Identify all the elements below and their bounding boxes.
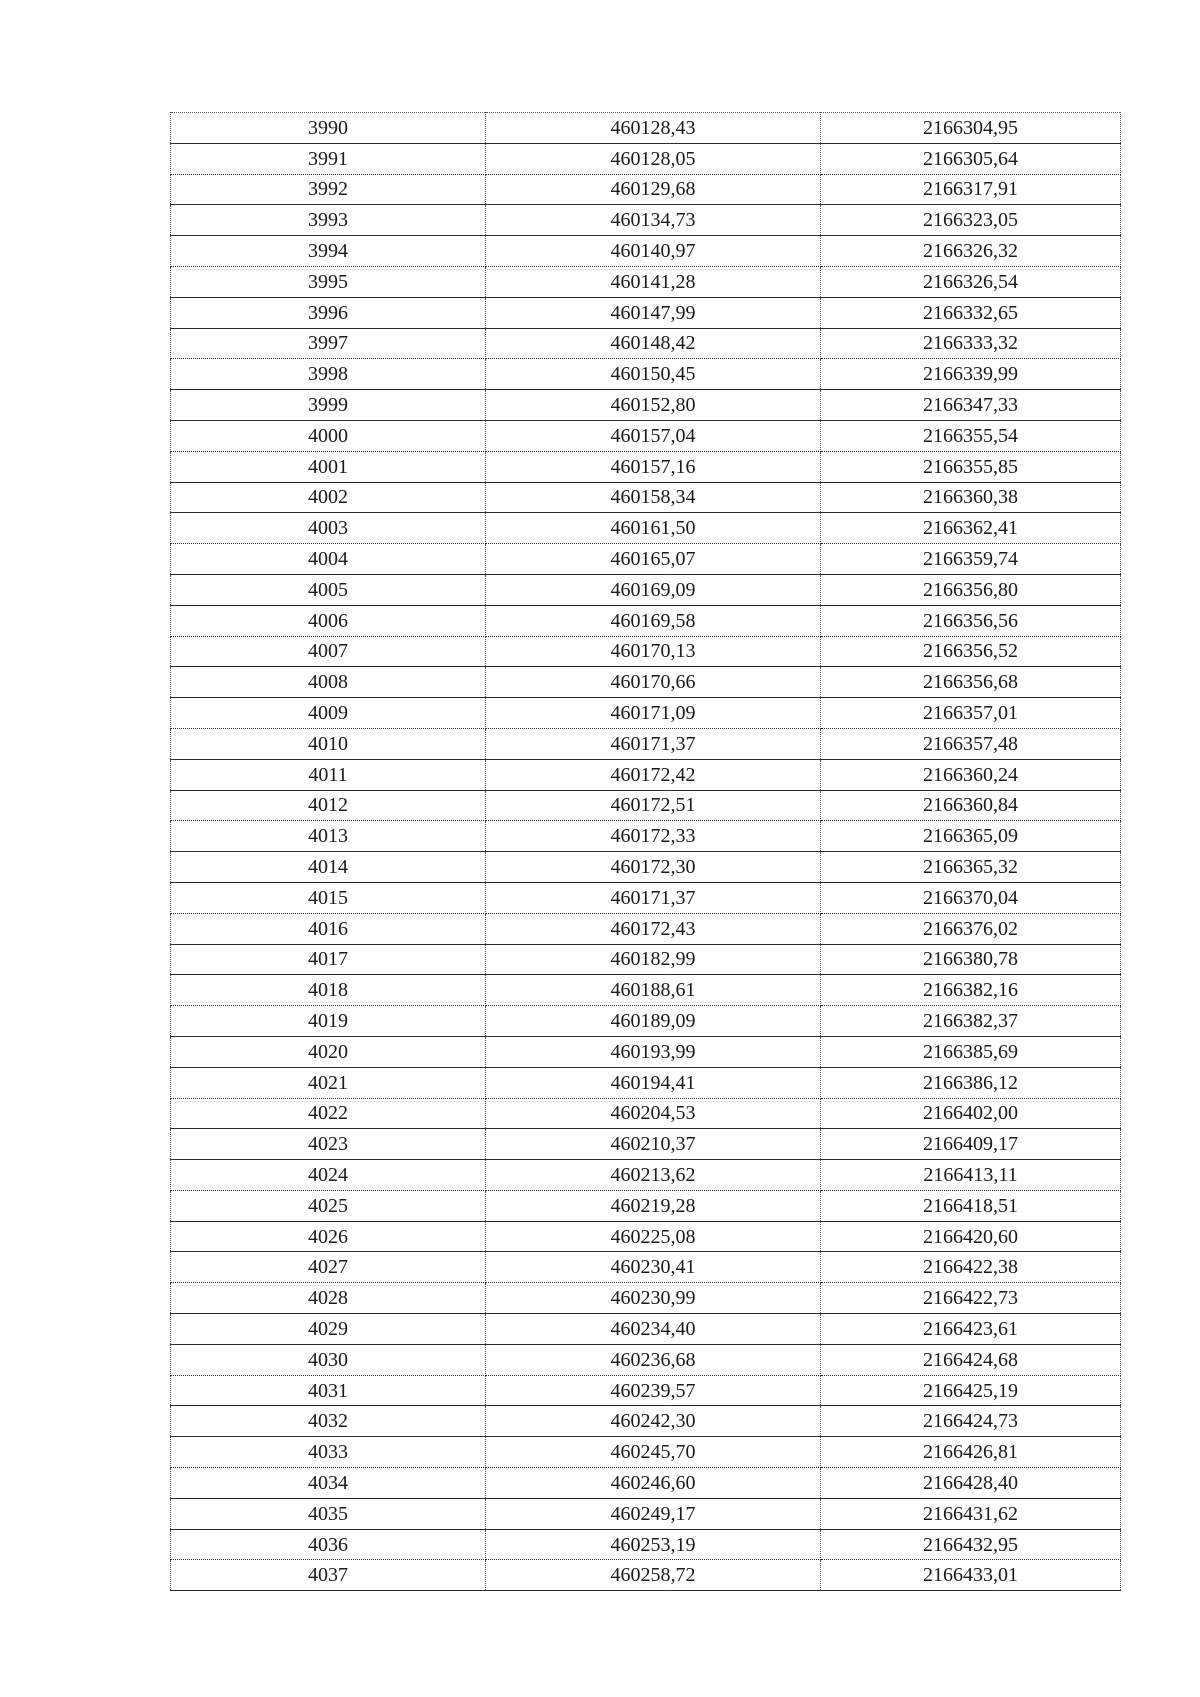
table-row bbox=[171, 1529, 1121, 1560]
y-coordinate-cell: 2166418,51 bbox=[821, 1190, 1121, 1221]
table-row bbox=[171, 328, 1121, 359]
point-number-cell: 4030 bbox=[171, 1344, 486, 1375]
y-coordinate-cell: 2166356,80 bbox=[821, 574, 1121, 605]
table-row bbox=[171, 420, 1121, 451]
y-coordinate-cell: 2166402,00 bbox=[821, 1098, 1121, 1129]
x-coordinate-cell: 460172,30 bbox=[486, 852, 821, 883]
table-row bbox=[171, 574, 1121, 605]
table-row bbox=[171, 451, 1121, 482]
point-number-cell: 4027 bbox=[171, 1252, 486, 1283]
table-row bbox=[171, 1221, 1121, 1252]
point-number-cell: 4013 bbox=[171, 821, 486, 852]
x-coordinate-cell: 460246,60 bbox=[486, 1468, 821, 1499]
point-number-cell: 4033 bbox=[171, 1437, 486, 1468]
x-coordinate-cell: 460245,70 bbox=[486, 1437, 821, 1468]
y-coordinate-cell: 2166359,74 bbox=[821, 544, 1121, 575]
x-coordinate-cell: 460161,50 bbox=[486, 513, 821, 544]
point-number-cell: 4025 bbox=[171, 1190, 486, 1221]
point-number-cell: 4029 bbox=[171, 1314, 486, 1345]
x-coordinate-cell: 460193,99 bbox=[486, 1036, 821, 1067]
x-coordinate-cell: 460152,80 bbox=[486, 390, 821, 421]
x-coordinate-cell: 460129,68 bbox=[486, 174, 821, 205]
table-row bbox=[171, 1344, 1121, 1375]
point-number-cell: 4022 bbox=[171, 1098, 486, 1129]
x-coordinate-cell: 460230,41 bbox=[486, 1252, 821, 1283]
coordinates-table bbox=[170, 112, 1121, 1591]
point-number-cell: 4011 bbox=[171, 759, 486, 790]
point-number-cell: 4010 bbox=[171, 728, 486, 759]
y-coordinate-cell: 2166431,62 bbox=[821, 1498, 1121, 1529]
table-row bbox=[171, 667, 1121, 698]
point-number-cell: 3997 bbox=[171, 328, 486, 359]
table-row bbox=[171, 759, 1121, 790]
y-coordinate-cell: 2166432,95 bbox=[821, 1529, 1121, 1560]
point-number-cell: 4015 bbox=[171, 882, 486, 913]
x-coordinate-cell: 460169,58 bbox=[486, 605, 821, 636]
point-number-cell: 4031 bbox=[171, 1375, 486, 1406]
y-coordinate-cell: 2166339,99 bbox=[821, 359, 1121, 390]
x-coordinate-cell: 460140,97 bbox=[486, 236, 821, 267]
y-coordinate-cell: 2166355,85 bbox=[821, 451, 1121, 482]
point-number-cell: 4018 bbox=[171, 975, 486, 1006]
x-coordinate-cell: 460157,04 bbox=[486, 420, 821, 451]
x-coordinate-cell: 460157,16 bbox=[486, 451, 821, 482]
point-number-cell: 3996 bbox=[171, 297, 486, 328]
x-coordinate-cell: 460169,09 bbox=[486, 574, 821, 605]
point-number-cell: 4001 bbox=[171, 451, 486, 482]
point-number-cell: 4032 bbox=[171, 1406, 486, 1437]
table-row bbox=[171, 882, 1121, 913]
y-coordinate-cell: 2166420,60 bbox=[821, 1221, 1121, 1252]
x-coordinate-cell: 460204,53 bbox=[486, 1098, 821, 1129]
y-coordinate-cell: 2166317,91 bbox=[821, 174, 1121, 205]
table-row bbox=[171, 1283, 1121, 1314]
x-coordinate-cell: 460210,37 bbox=[486, 1129, 821, 1160]
table-row bbox=[171, 698, 1121, 729]
table-row bbox=[171, 1129, 1121, 1160]
x-coordinate-cell: 460239,57 bbox=[486, 1375, 821, 1406]
y-coordinate-cell: 2166360,38 bbox=[821, 482, 1121, 513]
point-number-cell: 3990 bbox=[171, 113, 486, 144]
y-coordinate-cell: 2166370,04 bbox=[821, 882, 1121, 913]
point-number-cell: 4008 bbox=[171, 667, 486, 698]
x-coordinate-cell: 460236,68 bbox=[486, 1344, 821, 1375]
table-row bbox=[171, 1190, 1121, 1221]
y-coordinate-cell: 2166376,02 bbox=[821, 913, 1121, 944]
table-row bbox=[171, 205, 1121, 236]
table-row bbox=[171, 1498, 1121, 1529]
y-coordinate-cell: 2166425,19 bbox=[821, 1375, 1121, 1406]
y-coordinate-cell: 2166323,05 bbox=[821, 205, 1121, 236]
coordinates-table-body bbox=[171, 113, 1121, 1591]
table-row bbox=[171, 513, 1121, 544]
x-coordinate-cell: 460172,42 bbox=[486, 759, 821, 790]
y-coordinate-cell: 2166357,01 bbox=[821, 698, 1121, 729]
x-coordinate-cell: 460182,99 bbox=[486, 944, 821, 975]
x-coordinate-cell: 460234,40 bbox=[486, 1314, 821, 1345]
point-number-cell: 4021 bbox=[171, 1067, 486, 1098]
x-coordinate-cell: 460128,05 bbox=[486, 143, 821, 174]
x-coordinate-cell: 460253,19 bbox=[486, 1529, 821, 1560]
table-row bbox=[171, 236, 1121, 267]
table-row bbox=[171, 266, 1121, 297]
y-coordinate-cell: 2166422,73 bbox=[821, 1283, 1121, 1314]
table-row bbox=[171, 728, 1121, 759]
point-number-cell: 3995 bbox=[171, 266, 486, 297]
y-coordinate-cell: 2166424,68 bbox=[821, 1344, 1121, 1375]
point-number-cell: 4006 bbox=[171, 605, 486, 636]
table-row bbox=[171, 1160, 1121, 1191]
table-row bbox=[171, 544, 1121, 575]
y-coordinate-cell: 2166385,69 bbox=[821, 1036, 1121, 1067]
point-number-cell: 4036 bbox=[171, 1529, 486, 1560]
table-row bbox=[171, 1560, 1121, 1591]
y-coordinate-cell: 2166433,01 bbox=[821, 1560, 1121, 1591]
x-coordinate-cell: 460170,66 bbox=[486, 667, 821, 698]
table-row bbox=[171, 1006, 1121, 1037]
y-coordinate-cell: 2166426,81 bbox=[821, 1437, 1121, 1468]
y-coordinate-cell: 2166356,56 bbox=[821, 605, 1121, 636]
x-coordinate-cell: 460225,08 bbox=[486, 1221, 821, 1252]
x-coordinate-cell: 460219,28 bbox=[486, 1190, 821, 1221]
x-coordinate-cell: 460230,99 bbox=[486, 1283, 821, 1314]
x-coordinate-cell: 460148,42 bbox=[486, 328, 821, 359]
point-number-cell: 4026 bbox=[171, 1221, 486, 1252]
x-coordinate-cell: 460128,43 bbox=[486, 113, 821, 144]
table-row bbox=[171, 944, 1121, 975]
point-number-cell: 4007 bbox=[171, 636, 486, 667]
y-coordinate-cell: 2166356,68 bbox=[821, 667, 1121, 698]
table-row bbox=[171, 1406, 1121, 1437]
point-number-cell: 3998 bbox=[171, 359, 486, 390]
table-row bbox=[171, 1468, 1121, 1499]
point-number-cell: 4002 bbox=[171, 482, 486, 513]
y-coordinate-cell: 2166382,37 bbox=[821, 1006, 1121, 1037]
y-coordinate-cell: 2166409,17 bbox=[821, 1129, 1121, 1160]
y-coordinate-cell: 2166357,48 bbox=[821, 728, 1121, 759]
point-number-cell: 3999 bbox=[171, 390, 486, 421]
x-coordinate-cell: 460158,34 bbox=[486, 482, 821, 513]
point-number-cell: 4005 bbox=[171, 574, 486, 605]
table-row bbox=[171, 174, 1121, 205]
y-coordinate-cell: 2166304,95 bbox=[821, 113, 1121, 144]
table-row bbox=[171, 1067, 1121, 1098]
y-coordinate-cell: 2166423,61 bbox=[821, 1314, 1121, 1345]
y-coordinate-cell: 2166347,33 bbox=[821, 390, 1121, 421]
y-coordinate-cell: 2166424,73 bbox=[821, 1406, 1121, 1437]
point-number-cell: 4004 bbox=[171, 544, 486, 575]
point-number-cell: 4019 bbox=[171, 1006, 486, 1037]
x-coordinate-cell: 460150,45 bbox=[486, 359, 821, 390]
y-coordinate-cell: 2166428,40 bbox=[821, 1468, 1121, 1499]
point-number-cell: 4000 bbox=[171, 420, 486, 451]
x-coordinate-cell: 460242,30 bbox=[486, 1406, 821, 1437]
table-row bbox=[171, 852, 1121, 883]
x-coordinate-cell: 460194,41 bbox=[486, 1067, 821, 1098]
table-row bbox=[171, 975, 1121, 1006]
x-coordinate-cell: 460147,99 bbox=[486, 297, 821, 328]
x-coordinate-cell: 460134,73 bbox=[486, 205, 821, 236]
y-coordinate-cell: 2166413,11 bbox=[821, 1160, 1121, 1191]
point-number-cell: 4035 bbox=[171, 1498, 486, 1529]
table-row bbox=[171, 297, 1121, 328]
table-row bbox=[171, 1437, 1121, 1468]
x-coordinate-cell: 460141,28 bbox=[486, 266, 821, 297]
point-number-cell: 4016 bbox=[171, 913, 486, 944]
y-coordinate-cell: 2166365,32 bbox=[821, 852, 1121, 883]
y-coordinate-cell: 2166365,09 bbox=[821, 821, 1121, 852]
y-coordinate-cell: 2166386,12 bbox=[821, 1067, 1121, 1098]
x-coordinate-cell: 460172,51 bbox=[486, 790, 821, 821]
x-coordinate-cell: 460172,43 bbox=[486, 913, 821, 944]
table-row bbox=[171, 790, 1121, 821]
point-number-cell: 4020 bbox=[171, 1036, 486, 1067]
x-coordinate-cell: 460249,17 bbox=[486, 1498, 821, 1529]
y-coordinate-cell: 2166356,52 bbox=[821, 636, 1121, 667]
table-row bbox=[171, 605, 1121, 636]
table-row bbox=[171, 390, 1121, 421]
point-number-cell: 3992 bbox=[171, 174, 486, 205]
y-coordinate-cell: 2166382,16 bbox=[821, 975, 1121, 1006]
y-coordinate-cell: 2166380,78 bbox=[821, 944, 1121, 975]
x-coordinate-cell: 460172,33 bbox=[486, 821, 821, 852]
point-number-cell: 3994 bbox=[171, 236, 486, 267]
table-row bbox=[171, 1098, 1121, 1129]
table-row bbox=[171, 359, 1121, 390]
point-number-cell: 3991 bbox=[171, 143, 486, 174]
point-number-cell: 4017 bbox=[171, 944, 486, 975]
x-coordinate-cell: 460170,13 bbox=[486, 636, 821, 667]
y-coordinate-cell: 2166362,41 bbox=[821, 513, 1121, 544]
table-row bbox=[171, 1375, 1121, 1406]
x-coordinate-cell: 460258,72 bbox=[486, 1560, 821, 1591]
y-coordinate-cell: 2166360,24 bbox=[821, 759, 1121, 790]
x-coordinate-cell: 460188,61 bbox=[486, 975, 821, 1006]
y-coordinate-cell: 2166332,65 bbox=[821, 297, 1121, 328]
y-coordinate-cell: 2166326,54 bbox=[821, 266, 1121, 297]
point-number-cell: 3993 bbox=[171, 205, 486, 236]
y-coordinate-cell: 2166305,64 bbox=[821, 143, 1121, 174]
x-coordinate-cell: 460165,07 bbox=[486, 544, 821, 575]
point-number-cell: 4003 bbox=[171, 513, 486, 544]
table-row bbox=[171, 1314, 1121, 1345]
table-row bbox=[171, 113, 1121, 144]
y-coordinate-cell: 2166422,38 bbox=[821, 1252, 1121, 1283]
table-row bbox=[171, 636, 1121, 667]
x-coordinate-cell: 460213,62 bbox=[486, 1160, 821, 1191]
point-number-cell: 4012 bbox=[171, 790, 486, 821]
table-row bbox=[171, 1252, 1121, 1283]
y-coordinate-cell: 2166333,32 bbox=[821, 328, 1121, 359]
point-number-cell: 4028 bbox=[171, 1283, 486, 1314]
point-number-cell: 4023 bbox=[171, 1129, 486, 1160]
table-row bbox=[171, 1036, 1121, 1067]
x-coordinate-cell: 460171,37 bbox=[486, 882, 821, 913]
y-coordinate-cell: 2166360,84 bbox=[821, 790, 1121, 821]
x-coordinate-cell: 460171,09 bbox=[486, 698, 821, 729]
point-number-cell: 4014 bbox=[171, 852, 486, 883]
point-number-cell: 4024 bbox=[171, 1160, 486, 1191]
point-number-cell: 4037 bbox=[171, 1560, 486, 1591]
point-number-cell: 4034 bbox=[171, 1468, 486, 1499]
table-row bbox=[171, 821, 1121, 852]
y-coordinate-cell: 2166355,54 bbox=[821, 420, 1121, 451]
table-row bbox=[171, 482, 1121, 513]
table-row bbox=[171, 143, 1121, 174]
y-coordinate-cell: 2166326,32 bbox=[821, 236, 1121, 267]
x-coordinate-cell: 460189,09 bbox=[486, 1006, 821, 1037]
table-row bbox=[171, 913, 1121, 944]
point-number-cell: 4009 bbox=[171, 698, 486, 729]
x-coordinate-cell: 460171,37 bbox=[486, 728, 821, 759]
